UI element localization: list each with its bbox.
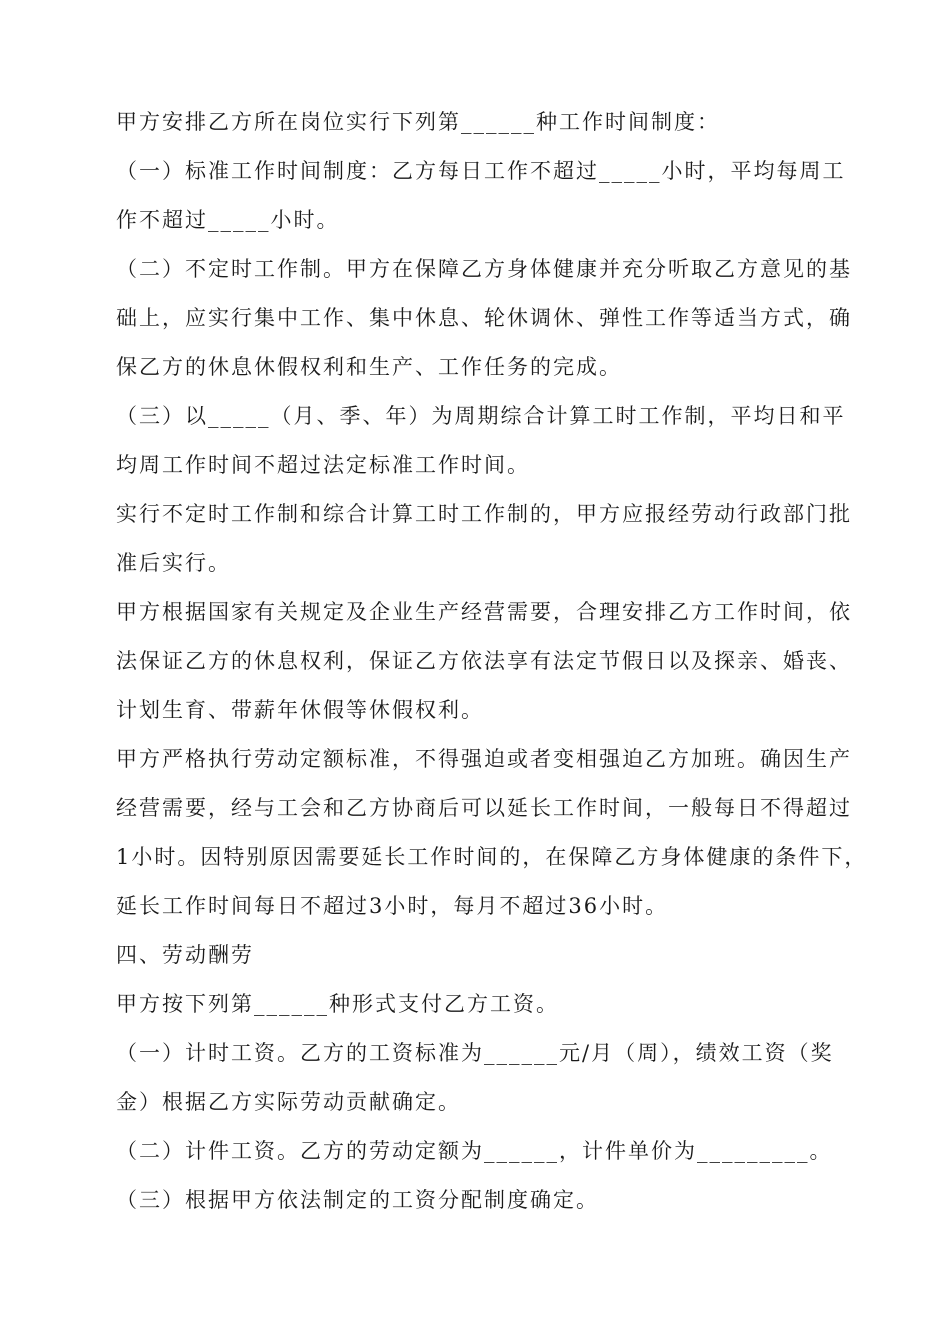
paragraph-standard-hours <box>116 147 850 245</box>
section-heading: 四、劳动酬劳 <box>116 943 254 967</box>
text-line: （二）计件工资。乙方的劳动定额为______，计件单价为_________。 <box>116 1139 833 1163</box>
text-line: （二）不定时工作制。甲方在保障乙方身体健康并充分听取乙方意见的基 <box>116 257 852 281</box>
paragraph-work-hour-system <box>116 98 850 147</box>
section-heading-remuneration <box>116 931 850 980</box>
text-line: 延长工作时间每日不超过3小时，每月不超过36小时。 <box>116 894 669 918</box>
document-body <box>116 98 868 1225</box>
text-line: 甲方按下列第______种形式支付乙方工资。 <box>116 992 559 1016</box>
text-line: 甲方安排乙方所在岗位实行下列第______种工作时间制度： <box>116 110 720 134</box>
text-line: 1小时。因特别原因需要延长工作时间的，在保障乙方身体健康的条件下， <box>116 845 868 869</box>
text-line: 金）根据乙方实际劳动贡献确定。 <box>116 1090 461 1114</box>
text-line: 实行不定时工作制和综合计算工时工作制的，甲方应报经劳动行政部门批 <box>116 502 852 526</box>
text-line: 础上，应实行集中工作、集中休息、轮休调休、弹性工作等适当方式，确 <box>116 306 852 330</box>
text-line: （三）根据甲方依法制定的工资分配制度确定。 <box>116 1188 599 1212</box>
text-line: 准后实行。 <box>116 551 231 575</box>
paragraph-payment-form <box>116 980 850 1029</box>
text-line: 甲方根据国家有关规定及企业生产经营需要，合理安排乙方工作时间，依 <box>116 600 852 624</box>
paragraph-approval <box>116 490 850 588</box>
text-line: 甲方严格执行劳动定额标准，不得强迫或者变相强迫乙方加班。确因生产 <box>116 747 852 771</box>
text-line: 法保证乙方的休息权利，保证乙方依法享有法定节假日以及探亲、婚丧、 <box>116 649 852 673</box>
text-line: 作不超过_____小时。 <box>116 208 340 232</box>
text-line: 均周工作时间不超过法定标准工作时间。 <box>116 453 530 477</box>
paragraph-wage-system <box>116 1176 850 1225</box>
paragraph-comprehensive-hours <box>116 392 850 490</box>
text-line: 保乙方的休息休假权利和生产、工作任务的完成。 <box>116 355 622 379</box>
paragraph-overtime <box>116 735 868 931</box>
text-line: （一）计时工资。乙方的工资标准为______元/月（周），绩效工资（奖 <box>116 1041 834 1065</box>
paragraph-piece-wage <box>116 1127 850 1176</box>
text-line: （三）以_____（月、季、年）为周期综合计算工时工作制，平均日和平 <box>116 404 846 428</box>
paragraph-flexible-hours <box>116 245 850 392</box>
paragraph-time-wage <box>116 1029 850 1127</box>
text-line: 计划生育、带薪年休假等休假权利。 <box>116 698 484 722</box>
text-line: 经营需要，经与工会和乙方协商后可以延长工作时间，一般每日不得超过 <box>116 796 852 820</box>
paragraph-rest-rights <box>116 588 850 735</box>
text-line: （一）标准工作时间制度：乙方每日工作不超过_____小时，平均每周工 <box>116 159 846 183</box>
